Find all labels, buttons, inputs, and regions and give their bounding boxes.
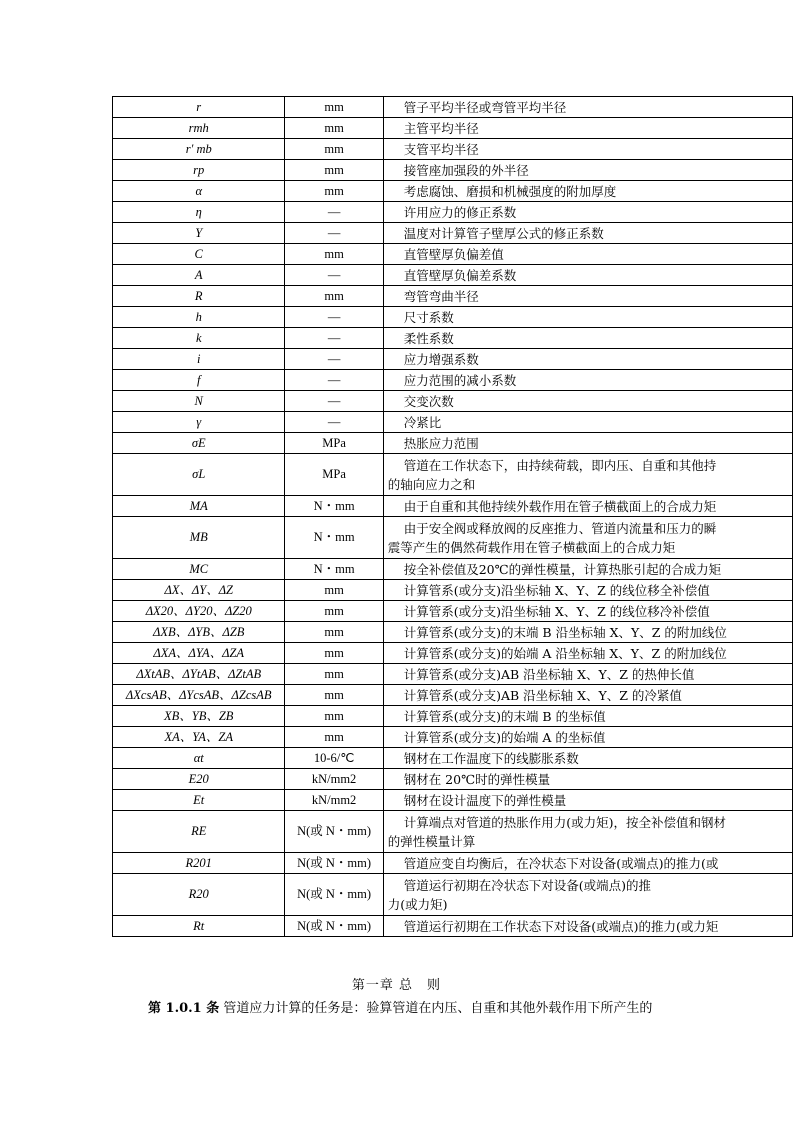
table-row	[113, 685, 793, 706]
description-cell	[383, 286, 792, 307]
description-cell	[383, 160, 792, 181]
description-line: 的弹性模量计算	[387, 833, 476, 849]
table-row	[113, 286, 793, 307]
symbol-cell: RE	[113, 811, 285, 853]
description-cell	[383, 727, 792, 748]
symbol-cell: rp	[113, 160, 285, 181]
description-cell	[383, 118, 792, 139]
description-line: 热胀应力范围	[403, 435, 479, 451]
chapter-title: 第一章 总 则	[351, 978, 442, 993]
unit-cell: N(或 N・mm)	[285, 853, 383, 874]
table-row	[113, 874, 793, 916]
description-line: 直管壁厚负偏差值	[403, 246, 504, 262]
table-row	[113, 664, 793, 685]
description-line: 考虑腐蚀、磨损和机械强度的附加厚度	[403, 183, 617, 199]
unit-cell: —	[285, 223, 383, 244]
description-cell	[383, 853, 792, 874]
unit-cell: —	[285, 412, 383, 433]
unit-cell: mm	[285, 727, 383, 748]
description-cell	[383, 559, 792, 580]
symbol-cell: XA、YA、ZA	[113, 727, 285, 748]
unit-cell: mm	[285, 706, 383, 727]
article-text: 管道应力计算的任务是：验算管道在内压、自重和其他外载作用下所产生的	[223, 1001, 653, 1016]
unit-cell: N(或 N・mm)	[285, 811, 383, 853]
symbol-cell: k	[113, 328, 285, 349]
table-row	[113, 580, 793, 601]
description-line: 计算管系(或分支)的始端 A 沿坐标轴 X、Y、Z 的附加线位	[403, 645, 727, 661]
symbol-cell: r	[113, 97, 285, 118]
unit-cell: —	[285, 391, 383, 412]
description-line: 应力增强系数	[403, 351, 479, 367]
table-row	[113, 139, 793, 160]
symbol-cell: MC	[113, 559, 285, 580]
symbol-cell: f	[113, 370, 285, 391]
description-cell	[383, 391, 792, 412]
description-cell	[383, 874, 792, 916]
unit-cell: —	[285, 349, 383, 370]
symbol-cell: A	[113, 265, 285, 286]
table-row	[113, 748, 793, 769]
symbol-cell: C	[113, 244, 285, 265]
symbol-cell: Et	[113, 790, 285, 811]
symbol-cell: MA	[113, 496, 285, 517]
description-line: 应力范围的减小系数	[403, 372, 517, 388]
description-line: 交变次数	[403, 393, 454, 409]
description-line: 计算端点对管道的热胀作用力(或力矩)，按全补偿值和钢材	[403, 814, 726, 830]
description-line: 计算管系(或分支)AB 沿坐标轴 X、Y、Z 的冷紧值	[403, 687, 682, 703]
table-row	[113, 622, 793, 643]
symbol-cell: Y	[113, 223, 285, 244]
description-cell	[383, 748, 792, 769]
description-line: 计算管系(或分支)的始端 A 的坐标值	[403, 729, 606, 745]
symbol-cell: ΔXB、ΔYB、ΔZB	[113, 622, 285, 643]
description-cell	[383, 370, 792, 391]
description-cell	[383, 265, 792, 286]
table-row	[113, 811, 793, 853]
description-line: 计算管系(或分支)的末端 B 沿坐标轴 X、Y、Z 的附加线位	[403, 624, 727, 640]
description-cell	[383, 811, 792, 853]
unit-cell: mm	[285, 118, 383, 139]
description-line: 主管平均半径	[403, 120, 479, 136]
table-row	[113, 433, 793, 454]
description-cell	[383, 307, 792, 328]
description-line: 由于安全阀或释放阀的反座推力、管道内流量和压力的瞬	[403, 520, 717, 536]
unit-cell: mm	[285, 286, 383, 307]
table-row	[113, 517, 793, 559]
symbol-cell: R20	[113, 874, 285, 916]
unit-cell: kN/mm2	[285, 769, 383, 790]
unit-cell: —	[285, 370, 383, 391]
article-paragraph	[148, 997, 652, 1016]
description-line: 震等产生的偶然荷载作用在管子横截面上的合成力矩	[387, 539, 676, 555]
table-row	[113, 265, 793, 286]
description-cell	[383, 496, 792, 517]
unit-cell: N(或 N・mm)	[285, 916, 383, 937]
table-row	[113, 454, 793, 496]
description-line: 尺寸系数	[403, 309, 454, 325]
symbol-cell: h	[113, 307, 285, 328]
symbol-cell: ΔX、ΔY、ΔZ	[113, 580, 285, 601]
unit-cell: mm	[285, 601, 383, 622]
description-cell	[383, 139, 792, 160]
description-cell	[383, 685, 792, 706]
description-line: 钢材在工作温度下的线膨胀系数	[403, 750, 579, 766]
description-line: 钢材在设计温度下的弹性模量	[403, 792, 567, 808]
table-row	[113, 349, 793, 370]
description-cell	[383, 706, 792, 727]
description-cell	[383, 97, 792, 118]
description-line: 管道运行初期在工作状态下对设备(或端点)的推力(或力矩	[403, 918, 719, 934]
description-line: 力(或力矩)	[387, 896, 448, 912]
unit-cell: N・mm	[285, 496, 383, 517]
unit-cell: N(或 N・mm)	[285, 874, 383, 916]
table-row	[113, 601, 793, 622]
description-line: 计算管系(或分支)沿坐标轴 X、Y、Z 的线位移全补偿值	[403, 582, 710, 598]
symbol-cell: MB	[113, 517, 285, 559]
symbol-cell: αt	[113, 748, 285, 769]
description-line: 管道在工作状态下，由持续荷载，即内压、自重和其他持	[403, 457, 717, 473]
table-row	[113, 916, 793, 937]
unit-cell: kN/mm2	[285, 790, 383, 811]
table-row	[113, 244, 793, 265]
description-line: 管道应变自均衡后，在冷状态下对设备(或端点)的推力(或	[403, 855, 719, 871]
description-cell	[383, 433, 792, 454]
description-cell	[383, 412, 792, 433]
table-row	[113, 328, 793, 349]
symbol-cell: σL	[113, 454, 285, 496]
description-cell	[383, 580, 792, 601]
table-row	[113, 706, 793, 727]
unit-cell: N・mm	[285, 559, 383, 580]
description-cell	[383, 769, 792, 790]
unit-cell: mm	[285, 643, 383, 664]
article-number: 第 1.0.1 条	[148, 1001, 220, 1016]
table-row	[113, 559, 793, 580]
symbols-table	[112, 96, 793, 937]
description-line: 接管座加强段的外半径	[403, 162, 529, 178]
unit-cell: mm	[285, 580, 383, 601]
description-cell	[383, 349, 792, 370]
description-cell	[383, 328, 792, 349]
unit-cell: MPa	[285, 454, 383, 496]
unit-cell: mm	[285, 160, 383, 181]
description-line: 计算管系(或分支)AB 沿坐标轴 X、Y、Z 的热伸长值	[403, 666, 695, 682]
description-line: 按全补偿值及20℃的弹性模量，计算热胀引起的合成力矩	[403, 561, 722, 577]
description-cell	[383, 916, 792, 937]
symbol-cell: XB、YB、ZB	[113, 706, 285, 727]
symbol-cell: r′ mb	[113, 139, 285, 160]
symbol-cell: i	[113, 349, 285, 370]
unit-cell: mm	[285, 622, 383, 643]
table-row	[113, 370, 793, 391]
table-row	[113, 202, 793, 223]
symbol-cell: Rt	[113, 916, 285, 937]
unit-cell: mm	[285, 244, 383, 265]
symbol-cell: R201	[113, 853, 285, 874]
unit-cell: mm	[285, 685, 383, 706]
description-cell	[383, 643, 792, 664]
symbols-table-body	[113, 97, 793, 937]
unit-cell: —	[285, 265, 383, 286]
unit-cell: 10-6/℃	[285, 748, 383, 769]
table-row	[113, 727, 793, 748]
description-cell	[383, 223, 792, 244]
description-line: 的轴向应力之和	[387, 476, 476, 492]
table-row	[113, 643, 793, 664]
unit-cell: mm	[285, 139, 383, 160]
description-line: 温度对计算管子壁厚公式的修正系数	[403, 225, 604, 241]
description-line: 柔性系数	[403, 330, 454, 346]
table-row	[113, 160, 793, 181]
description-line: 管子平均半径或弯管平均半径	[403, 99, 567, 115]
symbol-cell: rmh	[113, 118, 285, 139]
symbol-cell: ΔXA、ΔYA、ΔZA	[113, 643, 285, 664]
unit-cell: MPa	[285, 433, 383, 454]
description-line: 管道运行初期在冷状态下对设备(或端点)的推	[403, 877, 651, 893]
description-line: 支管平均半径	[403, 141, 479, 157]
unit-cell: —	[285, 307, 383, 328]
symbol-cell: N	[113, 391, 285, 412]
unit-cell: —	[285, 202, 383, 223]
table-row	[113, 181, 793, 202]
table-row	[113, 496, 793, 517]
table-row	[113, 223, 793, 244]
unit-cell: mm	[285, 181, 383, 202]
table-row	[113, 853, 793, 874]
description-line: 计算管系(或分支)沿坐标轴 X、Y、Z 的线位移冷补偿值	[403, 603, 710, 619]
symbol-cell: σE	[113, 433, 285, 454]
table-row	[113, 790, 793, 811]
description-cell	[383, 181, 792, 202]
description-line: 许用应力的修正系数	[403, 204, 517, 220]
symbol-cell: ΔXtAB、ΔYtAB、ΔZtAB	[113, 664, 285, 685]
description-cell	[383, 517, 792, 559]
description-cell	[383, 244, 792, 265]
description-line: 由于自重和其他持续外载作用在管子横截面上的合成力矩	[403, 498, 717, 514]
description-line: 直管壁厚负偏差系数	[403, 267, 517, 283]
symbol-cell: α	[113, 181, 285, 202]
symbol-cell: R	[113, 286, 285, 307]
description-cell	[383, 622, 792, 643]
description-cell	[383, 664, 792, 685]
description-line: 弯管弯曲半径	[403, 288, 479, 304]
symbol-cell: η	[113, 202, 285, 223]
unit-cell: mm	[285, 97, 383, 118]
table-row	[113, 391, 793, 412]
unit-cell: N・mm	[285, 517, 383, 559]
description-line: 冷紧比	[403, 414, 442, 430]
table-row	[113, 97, 793, 118]
table-row	[113, 412, 793, 433]
symbol-cell: ΔXcsAB、ΔYcsAB、ΔZcsAB	[113, 685, 285, 706]
symbol-cell: E20	[113, 769, 285, 790]
symbol-cell: γ	[113, 412, 285, 433]
description-line: 钢材在 20℃时的弹性模量	[403, 771, 551, 787]
table-row	[113, 118, 793, 139]
description-cell	[383, 601, 792, 622]
description-cell	[383, 202, 792, 223]
description-cell	[383, 454, 792, 496]
unit-cell: mm	[285, 664, 383, 685]
table-row	[113, 307, 793, 328]
description-line: 计算管系(或分支)的末端 B 的坐标值	[403, 708, 606, 724]
symbol-cell: ΔX20、ΔY20、ΔZ20	[113, 601, 285, 622]
unit-cell: —	[285, 328, 383, 349]
description-cell	[383, 790, 792, 811]
table-row	[113, 769, 793, 790]
